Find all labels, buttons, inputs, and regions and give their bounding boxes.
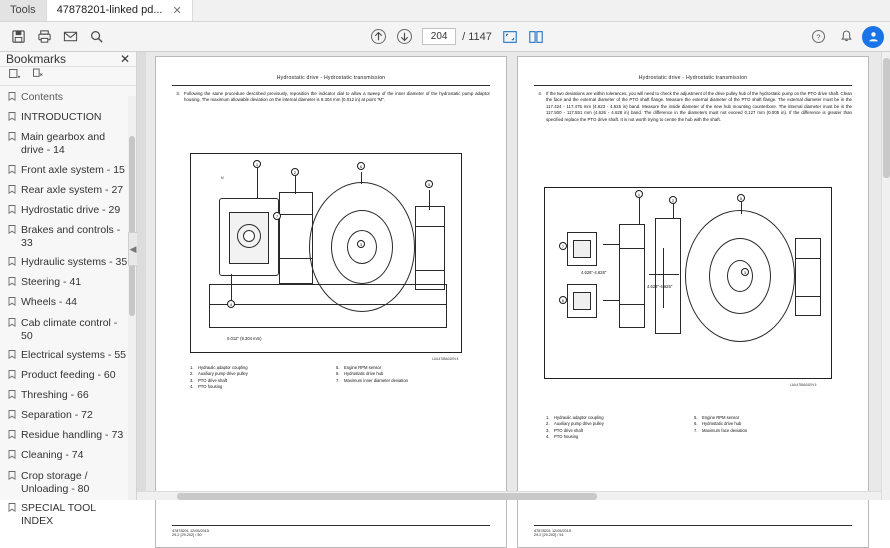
- bookmark-label: Threshing - 66: [21, 389, 89, 401]
- callout-3: 3: [741, 268, 749, 276]
- legend-number: 7.: [336, 377, 340, 383]
- legend-number: 5.: [694, 415, 698, 420]
- figure-legend-left: [546, 415, 686, 440]
- bookmark-item-residue-handling[interactable]: [0, 426, 136, 446]
- callout-5: 5: [737, 194, 745, 202]
- footer-section: 29.2 [29.202] / 50: [172, 533, 202, 537]
- figure-legend-right: [694, 415, 844, 434]
- two-page-view-icon[interactable]: [524, 25, 548, 49]
- bookmark-item-rear-axle[interactable]: [0, 181, 136, 201]
- bookmark-icon: [8, 277, 16, 290]
- page-header-rule: [534, 85, 852, 86]
- page-total-label: / 1147: [462, 30, 492, 43]
- bookmark-item-introduction[interactable]: [0, 108, 136, 128]
- bookmark-icon: [8, 350, 16, 363]
- bookmarks-toolbar: [0, 67, 136, 86]
- callout-6: 6: [357, 162, 365, 170]
- horizontal-scrollbar-thumb[interactable]: [177, 493, 597, 500]
- bookmark-icon: [8, 185, 16, 198]
- expand-all-icon[interactable]: [31, 67, 44, 85]
- bookmark-label: Front axle system - 15: [21, 163, 125, 176]
- bookmark-label: Brakes and controls - 33: [21, 223, 121, 249]
- legend-number: 4.: [190, 383, 194, 389]
- bookmark-icon: [8, 92, 16, 105]
- legend-text: Hydraulic adaptor coupling: [198, 365, 248, 370]
- legend-text: PTO housing: [554, 433, 579, 439]
- vertical-scrollbar[interactable]: [881, 52, 890, 500]
- save-icon[interactable]: [6, 25, 30, 49]
- legend-text: Hydrostatic drive hub: [702, 421, 742, 427]
- bookmark-icon: [8, 205, 16, 218]
- bookmark-item-contents[interactable]: [0, 88, 136, 108]
- bookmark-item-product-feeding[interactable]: [0, 366, 136, 386]
- legend-number: 3.: [190, 377, 194, 383]
- bookmark-item-separation[interactable]: [0, 406, 136, 426]
- page-text-block: [172, 91, 490, 104]
- step-text: If the two deviations are within tolerances, you will need to check the adjustment of the drive pulley hub of the hydrostatic pump on the PTO drive shaft. Clean the face and the external diameter of the PTO shaft flange. Measure the external diameter of the PTO shaft flange. The external diameter must be in the 117.424 - 117.475 mm (4.623 - 4.625 in) band. Measure the inside diameter of the new hub mounting counterbore. The internal diameter must be in the 117.500 - 117.551 mm (4.626 - 4.628 in) band. The difference in the diameters must not exceed 0.127 mm (0.005 in). If the difference is greater than specified replace the PTO drive shaft. It is not worth trying to centre the hub with the shaft.: [546, 91, 852, 122]
- bookmark-label: Electrical systems - 55: [21, 348, 127, 361]
- main-body: [0, 52, 890, 537]
- bookmark-label: Steering - 41: [21, 276, 82, 289]
- vertical-scrollbar-thumb[interactable]: [883, 58, 890, 178]
- legend-text: Maximum face deviation: [702, 427, 748, 433]
- bookmark-label: Hydrostatic drive - 29: [21, 203, 121, 216]
- bookmark-item-cab-climate-control[interactable]: [0, 314, 136, 346]
- legend-number: 3.: [546, 427, 550, 433]
- page-text-block: [534, 91, 852, 123]
- bookmark-icon: [8, 257, 16, 270]
- figure-reference-tag: LAIL4786A01EN 5: [790, 383, 817, 387]
- bookmark-item-hydraulic-systems[interactable]: [0, 253, 136, 273]
- footer-doc-id: 47878201 12/05/2015: [172, 529, 209, 533]
- legend-text: Hydrostatic drive hub: [344, 371, 384, 377]
- tab-tools[interactable]: [0, 0, 47, 21]
- footer-section: 29.2 [29.202] / 51: [534, 533, 564, 537]
- bookmark-item-front-axle[interactable]: [0, 161, 136, 181]
- page-header-rule: [172, 85, 490, 86]
- panel-collapse-handle[interactable]: ◀: [128, 232, 137, 266]
- page-container: [137, 52, 890, 548]
- bookmarks-title: Bookmarks: [6, 52, 67, 66]
- bookmark-item-cleaning[interactable]: [0, 446, 136, 466]
- close-icon[interactable]: ✕: [172, 4, 182, 17]
- legend-number: 7.: [694, 427, 698, 433]
- bookmark-label: INTRODUCTION: [21, 111, 102, 124]
- bookmark-icon: [8, 430, 16, 443]
- legend-number: 5.: [336, 365, 340, 370]
- bookmarks-list[interactable]: [0, 86, 136, 531]
- bookmark-icon: [8, 318, 16, 331]
- callout-6: 6: [559, 296, 567, 304]
- bookmark-label: Product feeding - 60: [21, 368, 116, 381]
- tab-bar: [0, 0, 890, 22]
- callout-5: 5: [425, 180, 433, 188]
- figure-hydrostatic-adaptor: [190, 153, 462, 353]
- footer-doc-id: 47878201 12/05/2015: [534, 529, 571, 533]
- mechanical-drawing: 1 2 6 3 4 5 7 M 0.012" (9.304 mm): [191, 154, 461, 352]
- callout-7: 7: [273, 212, 281, 220]
- legend-text: PTO drive shaft: [554, 427, 584, 433]
- bookmark-label: SPECIAL TOOL INDEX: [21, 501, 96, 527]
- fit-page-icon[interactable]: [498, 25, 522, 49]
- step-paragraph: [534, 91, 852, 123]
- legend-text: PTO housing: [198, 383, 223, 389]
- previous-page-icon[interactable]: [366, 25, 390, 49]
- legend-number: 1.: [190, 365, 194, 370]
- legend-number: 6.: [336, 371, 340, 377]
- step-text: Following the same procedure described previously, reposition the indicator dial to allow a sweep of the inner diameter of the hydrostatic pump adaptor housing. The maximum allowable deviation on the internal diameter is 9.304 mm (0.012 in) at point "M".: [184, 91, 490, 103]
- figure-pto-shaft-measurement: [544, 187, 832, 379]
- page-footer: [534, 525, 852, 537]
- legend-text: Engine RPM sensor: [344, 365, 382, 370]
- bookmarks-scrollbar[interactable]: [128, 96, 136, 500]
- legend-text: PTO drive shaft: [198, 377, 228, 383]
- bookmark-label: Crop storage / Unloading - 80: [21, 469, 90, 495]
- callout-2: 2: [669, 196, 677, 204]
- bookmark-label: Residue handling - 73: [21, 429, 124, 442]
- bookmark-label: Cleaning - 74: [21, 449, 84, 462]
- bookmark-item-brakes[interactable]: [0, 221, 136, 253]
- callout-4: 4: [227, 300, 235, 308]
- main-toolbar: [0, 22, 890, 52]
- legend-number: 4.: [546, 433, 550, 439]
- legend-text: Auxiliary pump drive pulley: [198, 371, 248, 377]
- dimension-inner: 4.626"-4.628": [581, 270, 607, 275]
- bookmark-icon: [8, 297, 16, 310]
- bookmark-icon: [8, 132, 16, 145]
- callout-7: 7: [559, 242, 567, 250]
- bookmark-item-hydrostatic-drive[interactable]: [0, 201, 136, 221]
- callout-3: 3: [357, 240, 365, 248]
- bookmark-item-main-gearbox[interactable]: [0, 128, 136, 160]
- toolbar-right-group: [806, 25, 884, 49]
- tab-label: 47878201-linked pd...: [56, 4, 163, 16]
- print-icon[interactable]: [32, 25, 56, 49]
- step-number: 4.: [538, 91, 542, 96]
- legend-number: 2.: [546, 421, 550, 427]
- help-icon[interactable]: [806, 25, 830, 49]
- page-header: Hydrostatic drive - Hydrostatic transmission: [638, 75, 748, 81]
- bookmark-icon: [8, 370, 16, 383]
- callout-1: 1: [635, 190, 643, 198]
- bookmark-label: Wheels - 44: [21, 296, 78, 309]
- legend-number: 2.: [190, 371, 194, 377]
- figure-legend-right: [336, 365, 486, 384]
- bookmarks-scrollbar-thumb[interactable]: [129, 136, 135, 316]
- tab-document[interactable]: [47, 0, 193, 21]
- legend-number: 6.: [694, 421, 698, 427]
- page-footer: [172, 525, 490, 537]
- bookmarks-header: [0, 52, 136, 67]
- document-page-50[interactable]: [155, 56, 507, 548]
- viewport-left-gutter: [137, 52, 146, 500]
- bookmark-label: Rear axle system - 27: [21, 183, 124, 196]
- legend-text: Maximum inner diameter deviation: [344, 377, 409, 383]
- email-icon[interactable]: [58, 25, 82, 49]
- step-paragraph: [172, 91, 490, 104]
- bookmark-item-electrical-systems[interactable]: [0, 346, 136, 366]
- document-viewport[interactable]: [137, 52, 890, 537]
- bookmark-label: Main gearbox and drive - 14: [21, 131, 106, 157]
- bookmark-icon: [8, 112, 16, 125]
- figure-dimension-note: 0.012" (9.304 mm): [227, 336, 262, 341]
- avatar[interactable]: [862, 26, 884, 48]
- bookmark-icon: [8, 390, 16, 403]
- bookmark-label: Hydraulic systems - 35: [21, 256, 128, 269]
- bookmark-icon: [8, 450, 16, 463]
- bookmark-item-steering[interactable]: [0, 273, 136, 293]
- bookmark-icon: [8, 410, 16, 423]
- page-header: Hydrostatic drive - Hydrostatic transmission: [276, 75, 386, 81]
- bookmark-icon: [8, 165, 16, 178]
- dimension-outer: 4.623"-4.625": [647, 284, 673, 289]
- callout-1: 1: [253, 160, 261, 168]
- svg-text:?: ?: [815, 32, 821, 42]
- callout-2: 2: [291, 168, 299, 176]
- bell-icon[interactable]: [834, 25, 858, 49]
- tab-label: Tools: [10, 4, 36, 16]
- bookmark-label: Cab climate control - 50: [21, 316, 118, 342]
- search-icon[interactable]: [84, 25, 108, 49]
- bookmark-label: Separation - 72: [21, 409, 93, 422]
- bookmark-icon: [8, 503, 16, 516]
- next-page-icon[interactable]: [392, 25, 416, 49]
- legend-text: Hydraulic adaptor coupling: [554, 415, 604, 420]
- bookmark-item-wheels[interactable]: [0, 293, 136, 313]
- bookmark-label: Contents: [21, 91, 64, 103]
- close-icon[interactable]: ✕: [119, 52, 130, 66]
- legend-text: Engine RPM sensor: [702, 415, 740, 420]
- figure-reference-tag: LAIL4785A01EN 4: [432, 357, 459, 361]
- bookmark-item-special-tool-index[interactable]: [0, 499, 136, 531]
- bookmarks-panel: [0, 52, 137, 527]
- legend-number: 1.: [546, 415, 550, 420]
- bookmark-item-crop-storage-unloading[interactable]: [0, 467, 136, 499]
- mechanical-drawing: [545, 188, 831, 378]
- step-number: 3.: [176, 91, 180, 96]
- bookmark-icon: [8, 225, 16, 238]
- figure-legend-left: [190, 365, 330, 390]
- page-number-input[interactable]: 204: [422, 28, 456, 45]
- options-menu-icon[interactable]: [8, 67, 21, 85]
- bookmark-item-threshing[interactable]: [0, 386, 136, 406]
- horizontal-scrollbar[interactable]: [137, 491, 881, 500]
- page-indicator: [422, 28, 492, 45]
- bookmark-icon: [8, 471, 16, 484]
- legend-text: Auxiliary pump drive pulley: [554, 421, 604, 427]
- document-page-51[interactable]: [517, 56, 869, 548]
